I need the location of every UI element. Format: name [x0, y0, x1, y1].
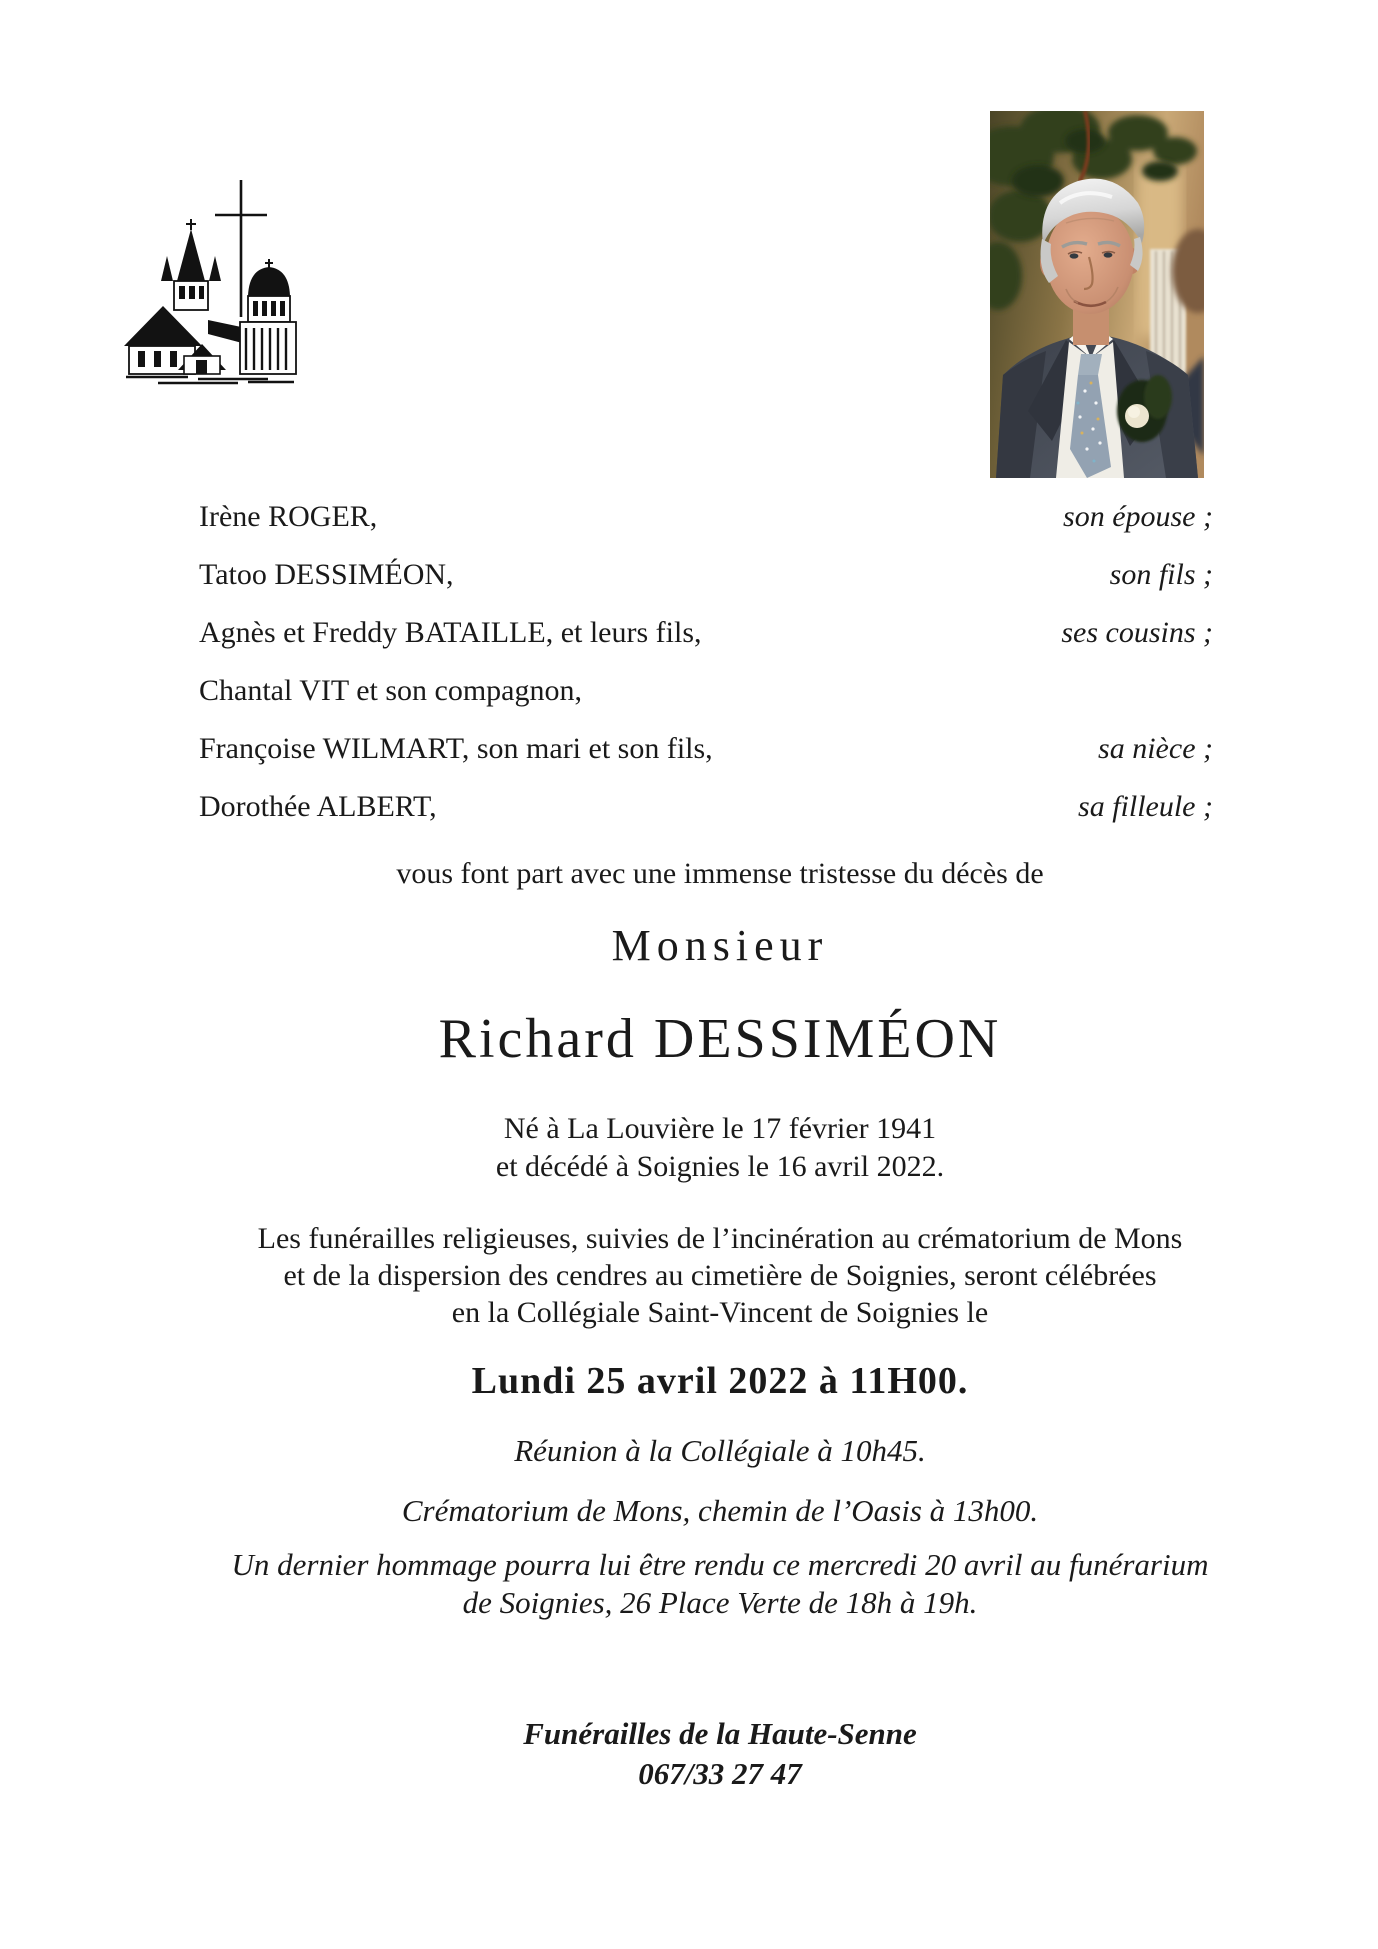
family-relation: son fils ; [1109, 558, 1213, 591]
tribute-paragraph [62, 1546, 1378, 1622]
deceased-title: Monsieur [611, 921, 829, 970]
ceremony-datetime: Lundi 25 avril 2022 à 11H00. [471, 1360, 969, 1402]
crematorium-info: Crématorium de Mons, chemin de l’Oasis à 13h00. [401, 1493, 1039, 1528]
ceremony-paragraph [62, 1220, 1378, 1331]
family-relation: ses cousins ; [1061, 616, 1213, 649]
family-name: Irène ROGER, [199, 500, 378, 533]
family-row [199, 720, 1213, 778]
tribute-line: de Soignies, 26 Place Verte de 18h à 19h. [462, 1585, 978, 1620]
funeral-home-phone: 067/33 27 47 [638, 1756, 802, 1791]
family-row [199, 488, 1213, 546]
family-name: Dorothée ALBERT, [199, 790, 437, 823]
family-relation: son épouse ; [1063, 500, 1213, 533]
family-relation: sa nièce ; [1098, 732, 1213, 765]
church-engraving-icon [118, 174, 302, 390]
tribute-line: Un dernier hommage pourra lui être rendu ce mercredi 20 avril au funérarium [231, 1547, 1209, 1582]
family-list [199, 488, 1213, 836]
family-row [199, 778, 1213, 836]
ceremony-line: et de la dispersion des cendres au cimetière de Soignies, seront célébrées [283, 1259, 1157, 1292]
family-name: Agnès et Freddy BATAILLE, et leurs fils, [199, 616, 702, 649]
ceremony-line: Les funérailles religieuses, suivies de l’incinération au crématorium de Mons [257, 1222, 1183, 1255]
family-row [199, 604, 1213, 662]
family-name: Tatoo DESSIMÉON, [199, 558, 454, 591]
family-name: Françoise WILMART, son mari et son fils, [199, 732, 713, 765]
death-line: et décédé à Soignies le 16 avril 2022. [495, 1150, 945, 1183]
announcement-intro: vous font part avec une immense tristesse du décès de [396, 857, 1044, 890]
family-row [199, 546, 1213, 604]
family-row [199, 662, 1213, 720]
birth-line: Né à La Louvière le 17 février 1941 [503, 1112, 937, 1145]
birth-death-block [62, 1110, 1378, 1186]
church-collegiale-illustration [118, 174, 302, 390]
meeting-info: Réunion à la Collégiale à 10h45. [514, 1433, 926, 1468]
deceased-portrait-illustration [990, 111, 1204, 478]
deceased-name: Richard DESSIMÉON [438, 1008, 1002, 1070]
funeral-home-name: Funérailles de la Haute-Senne [523, 1716, 917, 1751]
ceremony-line: en la Collégiale Saint-Vincent de Soignies le [451, 1296, 989, 1329]
family-name: Chantal VIT et son compagnon, [199, 674, 582, 707]
portrait-photo [990, 111, 1204, 478]
family-relation: sa filleule ; [1078, 790, 1213, 823]
